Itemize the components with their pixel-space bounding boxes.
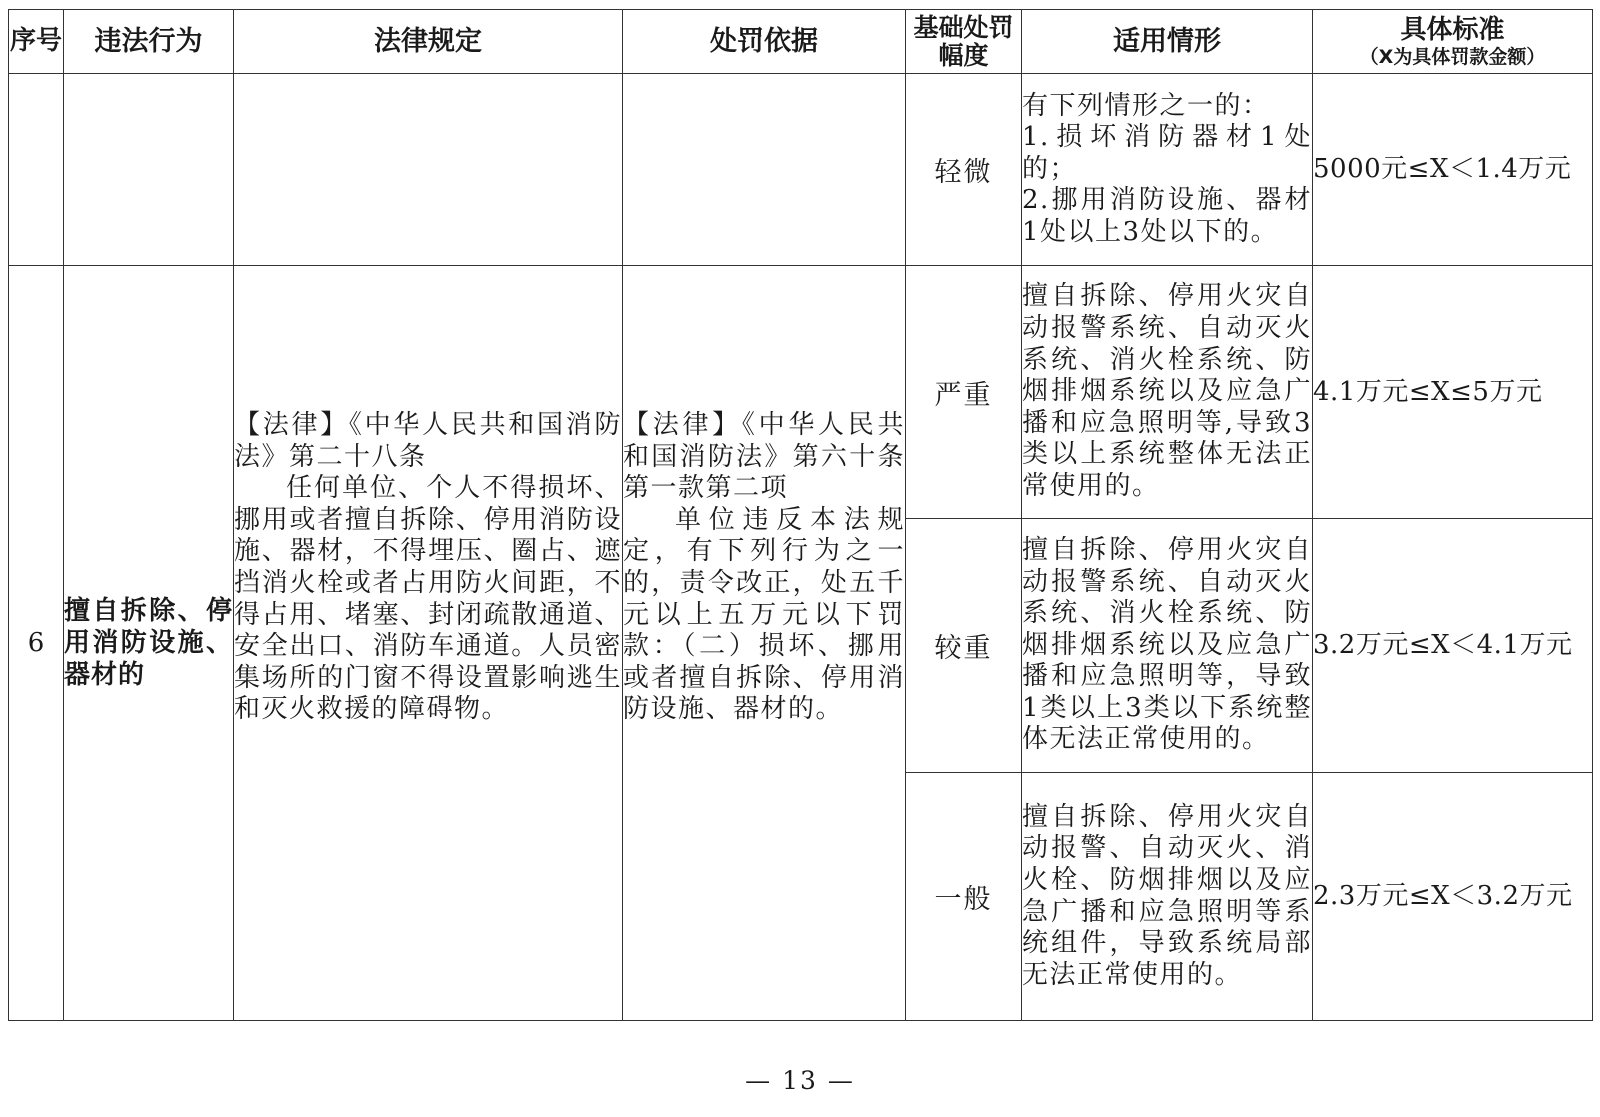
condition-severe-cell: 擅自拆除、停用火灾自动报警系统、自动灭火系统、消火栓系统、防烟排烟系统以及应急广播和应急照明等,导致3类以上系统整体无法正常使用的。 bbox=[1022, 266, 1313, 519]
prev-condition-line: 2.挪用消防设施、器材1处以上3处以下的。 bbox=[1022, 185, 1312, 247]
prev-condition-line: 有下列情形之一的： bbox=[1022, 90, 1270, 121]
law-body: 任何单位、个人不得损坏、挪用或者擅自拆除、停用消防设施、器材，不得埋压、圈占、遮挡消火栓或者占用防火间距，不得占用、堵塞、封闭疏散通道、安全出口、消防车通道。人员密集场所的门窗不得设置影响逃生和灭火救援的障碍物。 bbox=[234, 473, 622, 725]
prev-level-cell: 轻微 bbox=[906, 74, 1022, 266]
row6-index-cell: 6 bbox=[9, 266, 64, 1021]
prev-index-cell bbox=[9, 74, 64, 266]
header-level: 基础处罚幅度 bbox=[906, 10, 1022, 74]
law-title: 【法律】《中华人民共和国消防法》第二十八条 bbox=[234, 410, 622, 472]
standard-general-cell: 2.3万元≤X＜3.2万元 bbox=[1313, 773, 1593, 1021]
row6-action-cell: 擅自拆除、停用消防设施、器材的 bbox=[64, 266, 234, 1021]
row6-basis-cell bbox=[623, 266, 906, 1021]
header-action: 违法行为 bbox=[64, 10, 234, 74]
header-law: 法律规定 bbox=[234, 10, 623, 74]
header-condition: 适用情形 bbox=[1022, 10, 1313, 74]
header-standard-sub: （X为具体罚款金额） bbox=[1359, 45, 1546, 68]
header-standard bbox=[1313, 10, 1593, 74]
condition-heavier-cell: 擅自拆除、停用火灾自动报警系统、自动灭火系统、消火栓系统、防烟排烟系统以及应急广播和应急照明等，导致1类以上3类以下系统整体无法正常使用的。 bbox=[1022, 519, 1313, 773]
prev-law-cell bbox=[234, 74, 623, 266]
basis-title: 【法律】《中华人民共和国消防法》第六十条第一款第二项 bbox=[623, 410, 905, 504]
table-row-6 bbox=[9, 266, 1593, 519]
standard-severe-cell: 4.1万元≤X≤5万元 bbox=[1313, 266, 1593, 519]
standard-heavier-cell: 3.2万元≤X＜4.1万元 bbox=[1313, 519, 1593, 773]
prev-basis-cell bbox=[623, 74, 906, 266]
level-severe-cell: 严重 bbox=[906, 266, 1022, 519]
header-basis: 处罚依据 bbox=[623, 10, 906, 74]
table-row-previous bbox=[9, 74, 1593, 266]
row6-law-cell bbox=[234, 266, 623, 1021]
penalty-standards-table bbox=[8, 9, 1593, 1021]
prev-condition-cell bbox=[1022, 74, 1313, 266]
header-index: 序号 bbox=[9, 10, 64, 74]
level-heavier-cell: 较重 bbox=[906, 519, 1022, 773]
table-header-row bbox=[9, 10, 1593, 74]
page-number: — 13 — bbox=[745, 1066, 855, 1095]
basis-body: 单位违反本法规定，有下列行为之一的，责令改正，处五千元以上五万元以下罚款：（二）损坏、挪用或者擅自拆除、停用消防设施、器材的。 bbox=[623, 504, 905, 725]
prev-standard-cell: 5000元≤X＜1.4万元 bbox=[1313, 74, 1593, 266]
condition-general-cell: 擅自拆除、停用火灾自动报警、自动灭火、消火栓、防烟排烟以及应急广播和应急照明等系统组件，导致系统局部无法正常使用的。 bbox=[1022, 773, 1313, 1021]
header-standard-main: 具体标准 bbox=[1400, 14, 1505, 45]
prev-condition-line: 1.损坏消防器材1处的； bbox=[1022, 122, 1312, 184]
prev-action-cell bbox=[64, 74, 234, 266]
level-general-cell: 一般 bbox=[906, 773, 1022, 1021]
